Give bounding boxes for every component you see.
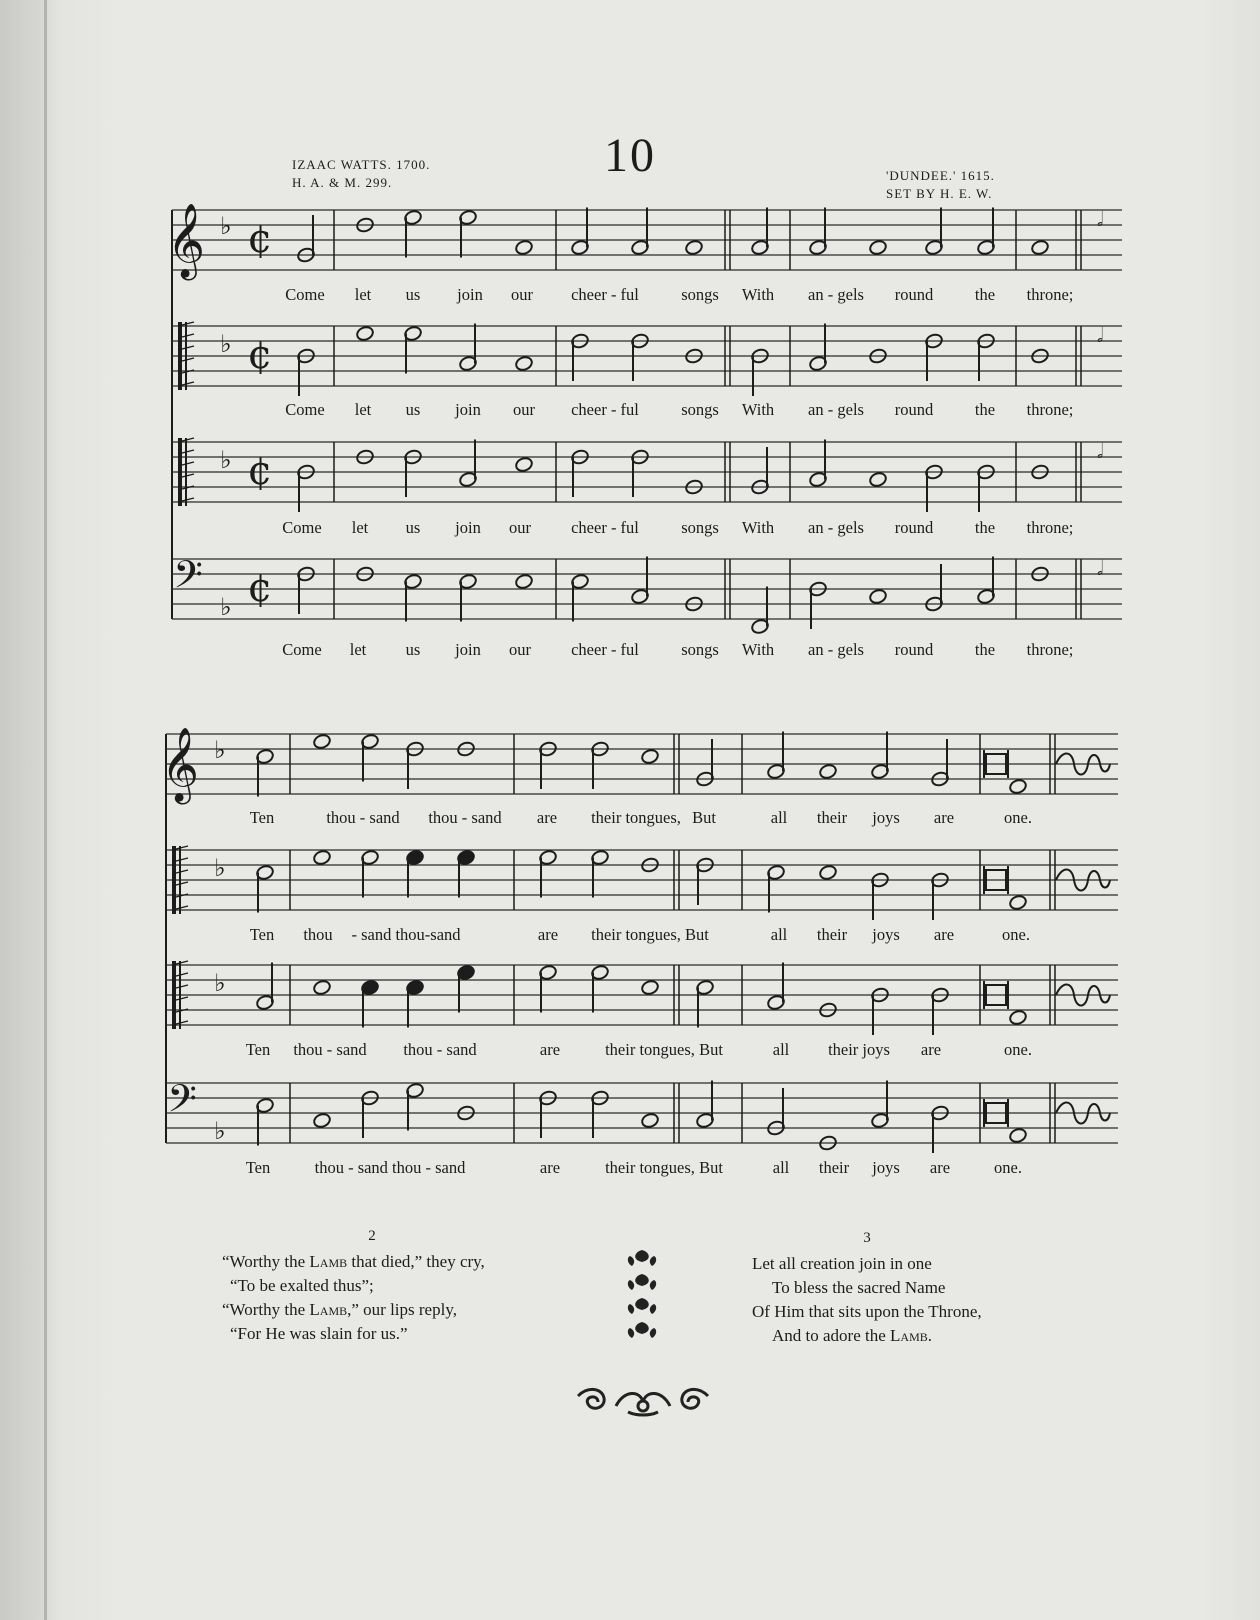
verse-text: “Worthy the (222, 1252, 310, 1271)
note-head (1008, 778, 1027, 795)
reference-line: H. A. & M. 299. (292, 175, 393, 190)
lyric-syllable: let (349, 640, 367, 659)
verse-line (222, 1298, 562, 1322)
verse-line (222, 1322, 562, 1346)
lyric-syllable: With (741, 640, 775, 659)
lyric-syllable: their tongues, (591, 808, 681, 827)
treble-clef-icon: 𝄞 (167, 204, 205, 278)
lyric-syllable: one. (1002, 925, 1030, 944)
verse-text: Let all creation join in one (752, 1254, 932, 1273)
lyric-syllable: their (816, 925, 848, 944)
note-head (312, 733, 331, 750)
lyric-syllable: round (894, 640, 934, 659)
note-head (355, 325, 374, 342)
final-note-icon: 𝅗𝅥 (1096, 323, 1104, 347)
lyric-syllable: our (509, 640, 531, 659)
setting-line: SET BY H. E. W. (886, 186, 993, 201)
flat-key-signature-icon: ♭ (214, 1117, 226, 1145)
lyric-syllable: thou - sand (326, 808, 400, 827)
lyric-syllable: throne; (1026, 640, 1074, 659)
lyric-syllable: songs (681, 285, 719, 304)
verse-line (752, 1276, 1072, 1300)
note-head (312, 1112, 331, 1129)
lyric-syllable: the (974, 640, 996, 659)
small-caps-word: Lamb (309, 1300, 348, 1319)
lyric-syllable: But (692, 808, 716, 827)
lyric-syllable: With (741, 400, 775, 419)
lyric-syllable: join (455, 640, 481, 659)
note-head (684, 239, 703, 256)
lyric-syllable: joys (872, 808, 900, 827)
note-head (514, 355, 533, 372)
lyric-syllable: their (818, 1158, 850, 1177)
lyric-syllable: throne; (1026, 400, 1074, 419)
verse-text: To bless the sacred Name (772, 1278, 946, 1297)
lyric-syllable: all (772, 1158, 790, 1177)
verse-text: . (927, 1326, 933, 1345)
lyric-syllable: their tongues, (605, 1158, 695, 1177)
lyric-syllable: us (405, 518, 421, 537)
lyric-syllable: round (894, 285, 934, 304)
flat-key-signature-icon: ♭ (214, 969, 226, 997)
verse-line (222, 1250, 562, 1274)
lyric-syllable: With (741, 518, 775, 537)
small-caps-word: Lamb (309, 1252, 348, 1271)
note-head (868, 471, 887, 488)
fleuron-column-icon (624, 1248, 660, 1344)
verse-number: 2 (368, 1228, 376, 1244)
note-head (640, 748, 659, 765)
verse-line (752, 1324, 1072, 1348)
bass-clef-icon: 𝄢 (173, 552, 203, 606)
treble-clef-icon: 𝄞 (161, 728, 199, 802)
lyric-syllable: With (741, 285, 775, 304)
note-head (640, 979, 659, 996)
bass-clef-icon: 𝄢 (167, 1076, 197, 1130)
lyric-syllable: Ten (245, 1158, 271, 1177)
lyric-syllable: songs (681, 640, 719, 659)
lyric-syllable: are (933, 925, 955, 944)
verse-line (222, 1274, 562, 1298)
lyric-syllable: one. (1004, 1040, 1032, 1059)
c-clef-icon (172, 846, 176, 914)
lyric-syllable: us (405, 400, 421, 419)
c-clef-icon (185, 438, 187, 506)
verse-3 (752, 1226, 1072, 1348)
flat-key-signature-icon: ♭ (214, 736, 226, 764)
lyric-syllable: songs (681, 518, 719, 537)
note-head (312, 979, 331, 996)
cut-time-signature-icon: ¢ (247, 216, 273, 262)
note-head (1008, 1009, 1027, 1026)
c-clef-icon (179, 961, 181, 1029)
note-head (818, 864, 837, 881)
lyric-syllable: But (699, 1040, 723, 1059)
lyric-syllable: an - gels (808, 518, 864, 537)
lyric-syllable: are (536, 808, 558, 827)
lyric-syllable: But (699, 1158, 723, 1177)
tune-line: 'DUNDEE.' 1615. (886, 168, 995, 183)
lyric-syllable: let (351, 518, 369, 537)
lyric-syllable: Ten (249, 808, 275, 827)
lyric-syllable: an - gels (808, 285, 864, 304)
lyric-syllable: the (974, 518, 996, 537)
c-clef-icon (185, 322, 187, 390)
flat-key-signature-icon: ♭ (220, 446, 232, 474)
flat-key-signature-icon: ♭ (214, 854, 226, 882)
lyric-syllable: all (770, 925, 788, 944)
lyric-syllable: are (933, 808, 955, 827)
verse-text: ,” our lips reply, (347, 1300, 457, 1319)
lyric-syllable: Come (285, 285, 325, 304)
lyric-syllable: their tongues, But (591, 925, 709, 944)
verse-text: “Worthy the (222, 1300, 310, 1319)
lyric-syllable: Ten (245, 1040, 271, 1059)
lyric-syllable: joys (872, 925, 900, 944)
flat-key-signature-icon: ♭ (220, 212, 232, 240)
note-head (868, 239, 887, 256)
lyric-syllable: join (455, 400, 481, 419)
note-head (514, 239, 533, 256)
lyric-syllable: their joys (828, 1040, 890, 1059)
lyric-syllable: cheer - ful (571, 400, 639, 419)
lyric-syllable: are (539, 1040, 561, 1059)
verse-line (752, 1252, 1072, 1276)
lyric-syllable: thou - sand thou - sand (314, 1158, 466, 1177)
lyric-syllable: one. (1004, 808, 1032, 827)
verse-line (752, 1300, 1072, 1324)
lyric-syllable: the (974, 400, 996, 419)
lyric-syllable: - sand thou-sand (351, 925, 461, 944)
c-clef-icon (178, 438, 182, 506)
cut-time-signature-icon: ¢ (247, 565, 273, 611)
lyric-syllable: round (894, 518, 934, 537)
lyric-syllable: our (511, 285, 533, 304)
lyric-syllable: joys (872, 1158, 900, 1177)
small-caps-word: Lamb (890, 1326, 928, 1345)
c-clef-icon (179, 846, 181, 914)
author-line: IZAAC WATTS. 1700. (292, 157, 431, 172)
note-head (868, 588, 887, 605)
lyric-syllable: cheer - ful (571, 518, 639, 537)
lyric-syllable: are (920, 1040, 942, 1059)
cut-time-signature-icon: ¢ (247, 332, 273, 378)
lyric-syllable: throne; (1026, 285, 1074, 304)
lyric-syllable: our (513, 400, 535, 419)
lyric-syllable: an - gels (808, 640, 864, 659)
lyric-syllable: Come (282, 640, 322, 659)
lyric-syllable: our (509, 518, 531, 537)
tailpiece-ornament-icon (568, 1382, 718, 1422)
lyric-syllable: cheer - ful (571, 285, 639, 304)
note-head (640, 1112, 659, 1129)
lyric-syllable: all (772, 1040, 790, 1059)
lyric-syllable: us (405, 285, 421, 304)
lyric-syllable: thou - sand (293, 1040, 367, 1059)
verse-text: “For He was slain for us.” (230, 1324, 408, 1343)
verse-number: 3 (863, 1230, 871, 1246)
lyric-syllable: are (539, 1158, 561, 1177)
lyric-syllable: songs (681, 400, 719, 419)
note-head (1030, 239, 1049, 256)
lyric-syllable: cheer - ful (571, 640, 639, 659)
lyric-syllable: thou - sand (403, 1040, 477, 1059)
c-clef-icon (172, 961, 176, 1029)
lyric-syllable: one. (994, 1158, 1022, 1177)
lyric-syllable: us (405, 640, 421, 659)
lyric-syllable: are (537, 925, 559, 944)
flat-key-signature-icon: ♭ (220, 593, 232, 621)
verse-2 (222, 1224, 562, 1346)
note-head (514, 456, 533, 473)
note-head (818, 763, 837, 780)
lyric-syllable: round (894, 400, 934, 419)
note-head (312, 849, 331, 866)
note-head (1008, 894, 1027, 911)
lyric-syllable: their tongues, (605, 1040, 695, 1059)
verse-text: And to adore the (772, 1326, 891, 1345)
lyric-syllable: the (974, 285, 996, 304)
note-head (514, 573, 533, 590)
final-note-icon: 𝅗𝅥 (1096, 556, 1104, 580)
lyric-syllable: thou - sand (428, 808, 502, 827)
lyric-syllable: are (929, 1158, 951, 1177)
final-note-icon: 𝅗𝅥 (1096, 207, 1104, 231)
flat-key-signature-icon: ♭ (220, 330, 232, 358)
lyric-syllable: throne; (1026, 518, 1074, 537)
note-head (1008, 1127, 1027, 1144)
verse-text: Of Him that sits upon the Throne, (752, 1302, 982, 1321)
lyric-syllable: join (457, 285, 483, 304)
lyric-syllable: Ten (249, 925, 275, 944)
lyric-syllable: thou (303, 925, 333, 944)
lyric-syllable: join (455, 518, 481, 537)
lyric-syllable: Come (285, 400, 325, 419)
lyric-syllable: Come (282, 518, 322, 537)
verse-text: that died,” they cry, (347, 1252, 485, 1271)
lyric-syllable: let (354, 285, 372, 304)
lyric-syllable: their (816, 808, 848, 827)
final-note-icon: 𝅗𝅥 (1096, 439, 1104, 463)
cut-time-signature-icon: ¢ (247, 448, 273, 494)
c-clef-icon (178, 322, 182, 390)
lyric-syllable: an - gels (808, 400, 864, 419)
hymn-number: 10 (604, 129, 656, 182)
lyric-syllable: let (354, 400, 372, 419)
verse-text: “To be exalted thus”; (230, 1276, 374, 1295)
lyric-syllable: all (770, 808, 788, 827)
